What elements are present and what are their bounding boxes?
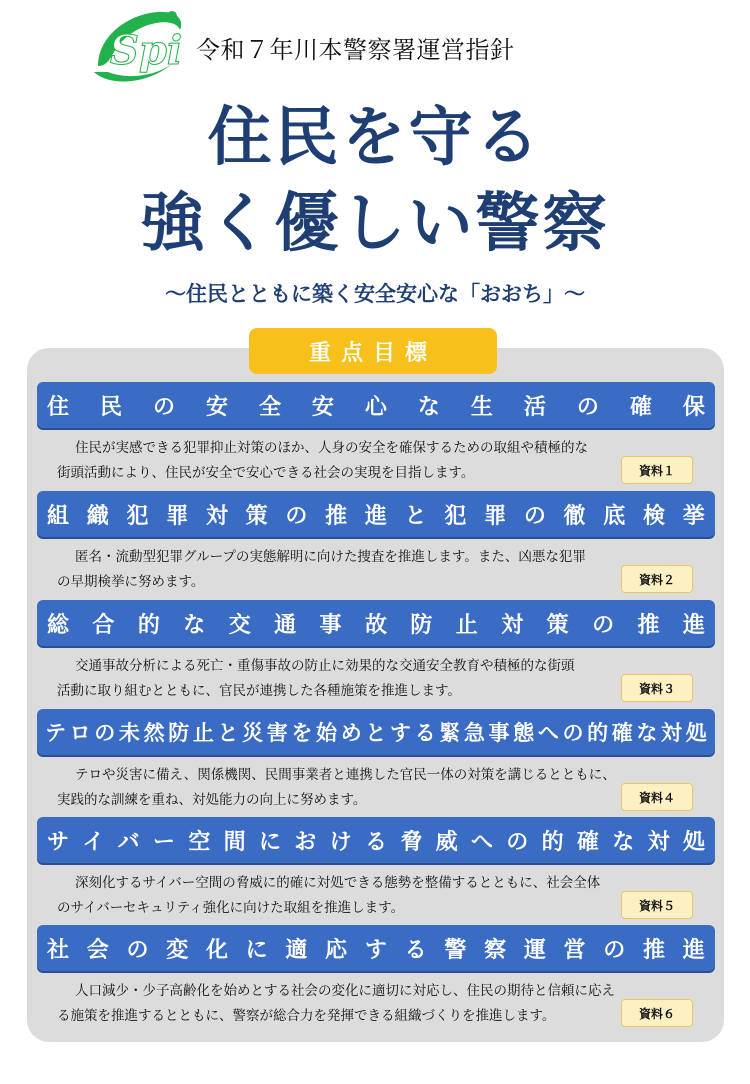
- goal-description: [37, 763, 715, 813]
- tagline: ～住民とともに築く安全安心な「おおち」～: [165, 281, 585, 306]
- goal-description-line: 深刻化するサイバー空間の脅威に的確に対処できる態勢を整備するとともに、社会全体: [75, 875, 601, 891]
- svg-text:Spi: Spi: [110, 27, 183, 74]
- goal-title: 住 民 の 安 全 安 心 な 生 活 の 確 保: [37, 382, 715, 428]
- document-reference-button[interactable]: 資料５: [621, 891, 693, 919]
- goal-title: 総 合 的 な 交 通 事 故 防 止 対 策 の 推 進: [37, 600, 715, 646]
- goal-description: [37, 979, 715, 1029]
- goal-description-line: 人口減少・少子高齢化を始めとする社会の変化に適切に対応し、住民の期待と信頼に応え: [75, 983, 615, 999]
- goal-section: [37, 491, 715, 595]
- goal-title: 組 織 犯 罪 対 策 の 推 進 と 犯 罪 の 徹 底 検 挙: [37, 491, 715, 537]
- goal-description: [37, 436, 715, 486]
- goal-title: テ ロ の 未 然 防 止 と 災 害 を 始 め と す る 緊 急 事 態 へ の 的 確 な 対 処: [37, 709, 715, 755]
- goal-description-line: 街頭活動により、住民が安全で安心できる社会の実現を目指します。: [57, 465, 475, 481]
- document-reference-button[interactable]: 資料４: [621, 783, 693, 811]
- main-title-line2: 強く優しい警察: [140, 186, 610, 261]
- spi-logo: [88, 6, 186, 88]
- goal-description-line: のサイバーセキュリティ強化に向けた取組を推進します。: [57, 900, 405, 916]
- goal-section: [37, 382, 715, 486]
- goal-description-line: る施策を推進するとともに、警察が総合力を発揮できる組織づくりを推進します。: [57, 1008, 556, 1024]
- goal-section: [37, 709, 715, 813]
- goal-description: [37, 871, 715, 921]
- goal-description-line: 交通事故分析による死亡・重傷事故の防止に効果的な交通安全教育や積極的な街頭: [75, 658, 575, 674]
- goal-description-line: 住民が実感できる犯罪抑止対策のほか、人身の安全を確保するための取組や積極的な: [75, 440, 588, 456]
- document-reference-button[interactable]: 資料２: [621, 565, 693, 593]
- goal-description-line: 活動に取り組むとともに、官民が連携した各種施策を推進します。: [57, 683, 461, 699]
- goal-section: [37, 600, 715, 704]
- goal-description: [37, 545, 715, 595]
- goal-description-line: テロや災害に備え、関係機関、民間事業者と連携した官民一体の対策を講じるとともに、: [75, 767, 616, 783]
- goal-title: 社 会 の 変 化 に 適 応 す る 警 察 運 営 の 推 進: [37, 925, 715, 971]
- goal-section: [37, 925, 715, 1029]
- main-title-line1: 住民を守る: [207, 100, 543, 175]
- document-reference-button[interactable]: 資料１: [621, 456, 693, 484]
- goal-description-line: の早期検挙に努めます。: [57, 574, 205, 590]
- policy-subtitle: 令和７年川本警察署運営指針: [196, 36, 515, 64]
- goal-description-line: 実践的な訓練を重ね、対処能力の向上に努めます。: [57, 792, 367, 808]
- goal-description-line: 匿名・流動型犯罪グループの実態解明に向けた捜査を推進します。また、凶悪な犯罪: [75, 549, 586, 565]
- goal-description: [37, 654, 715, 704]
- document-reference-button[interactable]: 資料３: [621, 674, 693, 702]
- goal-title: サ イ バ ー 空 間 に お け る 脅 威 へ の 的 確 な 対 処: [37, 817, 715, 863]
- document-reference-button[interactable]: 資料６: [621, 999, 693, 1027]
- key-goals-badge: 重点目標: [249, 328, 497, 374]
- goal-section: [37, 817, 715, 921]
